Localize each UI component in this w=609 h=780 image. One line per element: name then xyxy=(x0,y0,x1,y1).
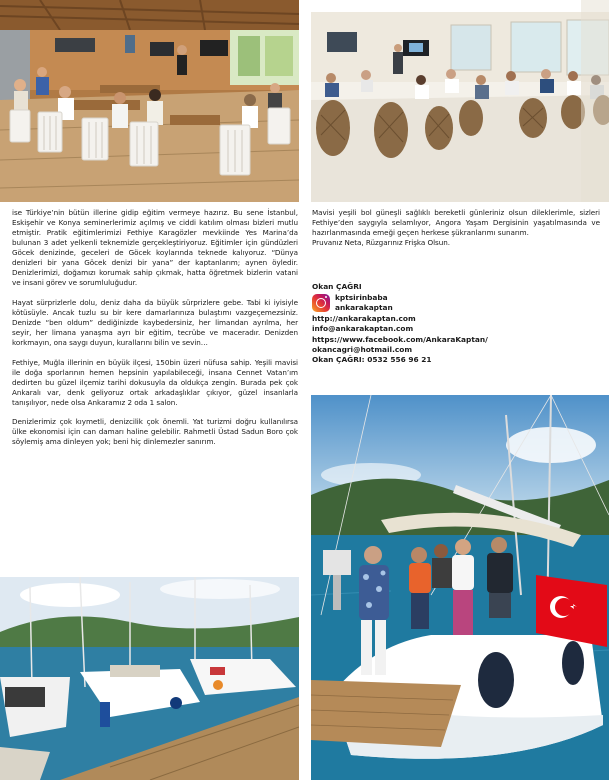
photo-sailboat-crew xyxy=(311,395,609,780)
instagram-handle[interactable]: kptsirinbaba xyxy=(335,293,388,303)
photo-seminar-white-hall xyxy=(311,0,609,202)
paragraph: Mavisi yeşili bol güneşli sağlıklı bereketli günleriniz olsun dileklerimle, sizleri Fethiye’den saygıyla selamlıyor, Angora Yaşam Dergisinin yaşatılmasında ve hazırlanmasında emeği geçen herkese şükranlarımı sunarım. xyxy=(312,208,600,238)
author-name: Okan ÇAĞRI xyxy=(312,282,362,291)
instagram-handle[interactable]: ankarakaptan xyxy=(335,302,393,312)
instagram-handles xyxy=(335,293,393,312)
instagram-icon xyxy=(312,294,330,312)
facebook-link[interactable]: https://www.facebook.com/AnkaraKaptan/ xyxy=(312,334,488,344)
paragraph: Pruvanız Neta, Rüzgarınız Frişka Olsun. xyxy=(312,238,450,248)
paragraph: ise Türkiye’nin bütün illerine gidip eğitim vermeye hazırız. Bu sene İstanbul, Eskişehir ve Konya seminerlerimiz açılmış ve ciddi katılım olması bizleri mutlu etmiştir. Pratik eğitimlerimizi Fethiye Karagözler mevkiinde Yes Marina’da bulunan 3 adet yelkenli teknemizle gerçekleştiriyoruz. Eğitimler için gündüzleri Göcek denizinde, geceleri de Göcek koylarında teknede kalıyoruz. “Dünya denizleri bir yana Göcek denizi bir yana” der kaptanlarım; aynen öyledir. Denizlerimizi, doğamızı korumak sahip çıkmak, hatta öğretmek bizlerin vatani ve insani görev ve sorumluluğudur. xyxy=(12,208,298,288)
paragraph: Fethiye, Muğla illerinin en büyük ilçesi, 150bin üzeri nüfusa sahip. Yeşili mavisi ile doğa sporlarının hemen hepsinin yapılabileceği, insana Cennet Vatan’ım dedirten bu güzel ilçemiz tarihi dokusuyla da oldukça zengin. Burada pek çok Ankaralı var, denk geliyoruz ortak arkadaşlıklar çıkıyor, güzel insanlarla tanışılıyor, nede olsa Ankaramız 2 oda 1 salon. xyxy=(12,357,298,407)
article-right-column xyxy=(312,208,600,258)
author-signature xyxy=(312,282,602,365)
website-link[interactable]: http://ankarakaptan.com xyxy=(312,314,416,324)
phone-number: Okan ÇAĞRI: 0532 556 96 21 xyxy=(312,355,432,365)
paragraph: Hayat sürprizlerle dolu, deniz daha da büyük sürprizlere gebe. Tabi ki iyisiyle kötüsüyle. Ancak tuzlu su bir kere damarlarınıza bulaştımı vazgeçemezsiniz. Denizde “ben oldum” dediğinizde kaybedersiniz, her limandan ayrılma, her seyir, her limana yanaşma ayrı bir eğitim, tecrübe ve maceradır. Denizden korkmayın, ona saygı duyun, kurallarını bilin ve sevin… xyxy=(12,297,298,348)
article-left-column xyxy=(12,208,298,457)
instagram-row xyxy=(312,293,602,312)
email-link[interactable]: okancagri@hotmail.com xyxy=(312,344,413,354)
photo-marina-boats xyxy=(0,577,299,780)
paragraph: Denizlerimiz çok kıymetli, denizcilik çok önemli. Yat turizmi doğru kullanılırsa ülke ekonomisi için can damarı haline gelebilir. Rahmetli Üstad Sadun Boro çok söylemiş ama dinleyen yok; beni hiç dinlemezler sanırım. xyxy=(12,417,298,447)
photo-seminar-wooden-room xyxy=(0,0,299,202)
email-link[interactable]: info@ankarakaptan.com xyxy=(312,324,414,334)
